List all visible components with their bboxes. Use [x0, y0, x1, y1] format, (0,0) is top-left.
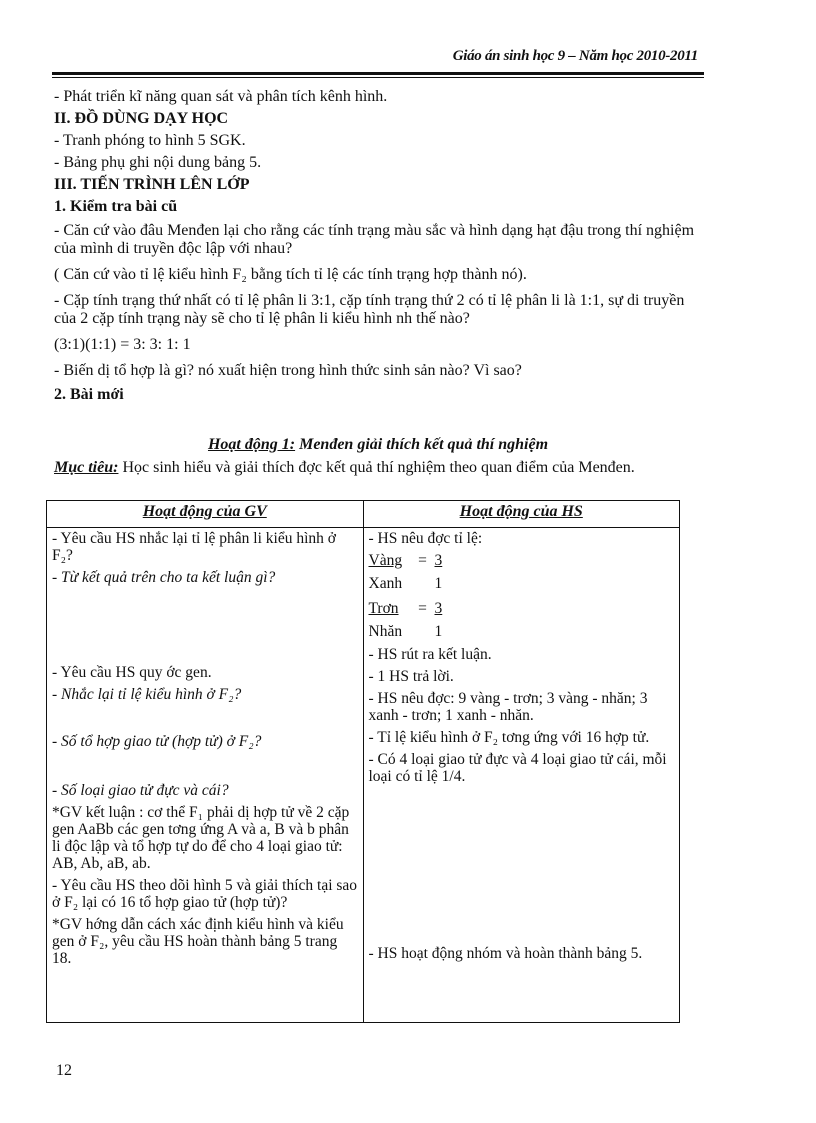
- ratio-shape-denominator: Nhăn: [368, 623, 403, 640]
- objective: [54, 460, 702, 476]
- ratio-shape-bottom: [369, 623, 675, 640]
- activity-prefix: Hoạt động 1:: [207, 436, 296, 453]
- skill-line: - Phát triển kĩ năng quan sát và phân tích kênh hình.: [54, 88, 388, 105]
- ratio-color-value-bottom: 1: [434, 575, 443, 592]
- gv-item-4: - Nhắc lại tỉ lệ kiểu hình ở F₂?: [52, 686, 242, 703]
- hs-item-1: - HS nêu đợc tỉ lệ:: [368, 530, 483, 547]
- activity-table: [46, 500, 680, 1023]
- objective-label: Mục tiêu:: [54, 459, 119, 476]
- hs-item-2: - HS rút ra kết luận.: [368, 646, 492, 663]
- activity-title-text: Menđen giải thích kết quả thí nghiệm: [295, 436, 549, 453]
- hs-item-6: - Có 4 loại giao tử đực và 4 loại giao tử cái, mỗi loại có tỉ lệ 1/4.: [368, 751, 667, 785]
- body-content: [54, 86, 702, 476]
- answer-2: (3:1)(1:1) = 3: 3: 1: 1: [54, 336, 191, 353]
- answer-1: ( Căn cứ vào tỉ lệ kiểu hình F₂ bằng tích tỉ lệ các tính trạng hợp thành nó).: [54, 266, 527, 283]
- ratio-shape-numerator: Trơn: [368, 600, 399, 617]
- gv-item-5: - Số tổ hợp giao tử (hợp tử) ở F₂?: [52, 733, 262, 750]
- gv-item-7: *GV kết luận : cơ thể F₁ phải dị hợp tử về 2 cặp gen AaBb các gen tơng ứng A và a, B và b phân li độc lập và tổ hợp tự do để cho 4 loại giao tử: AB, Ab, aB, ab.: [52, 804, 350, 872]
- header-rule-thin: [52, 77, 704, 78]
- ratio-color-value-top: 3: [434, 552, 443, 569]
- activity-title: [54, 434, 702, 456]
- ratio-shape-top: [369, 600, 675, 617]
- gv-item-6: - Số loại giao tử đực và cái?: [52, 782, 229, 799]
- objective-text: Học sinh hiểu và giải thích đợc kết quả thí nghiệm theo quan điểm của Menđen.: [118, 459, 635, 476]
- page-number: 12: [56, 1062, 72, 1079]
- section-2-heading: II. ĐỒ DÙNG DẠY HỌC: [54, 110, 229, 127]
- ratio-color-numerator: Vàng: [368, 552, 403, 569]
- header-hs: Hoạt động của HS: [363, 501, 680, 528]
- ratio-color-equals: =: [418, 552, 427, 569]
- ratio-shape-equals: =: [418, 600, 427, 617]
- ratio-shape-value-top: 3: [434, 600, 443, 617]
- hs-item-5: - Tỉ lệ kiểu hình ở F₂ tơng ứng với 16 hợp tử.: [368, 729, 650, 746]
- ratio-color-denominator: Xanh: [368, 575, 403, 592]
- gv-item-2: - Từ kết quả trên cho ta kết luận gì?: [52, 569, 276, 586]
- subsection-1-heading: 1. Kiểm tra bài cũ: [54, 198, 178, 215]
- gv-item-9: *GV hớng dẫn cách xác định kiểu hình và kiểu gen ở F₂, yêu cầu HS hoàn thành bảng 5 trang 18.: [52, 916, 344, 967]
- table-row: [47, 528, 680, 1023]
- header-gv: Hoạt động của GV: [47, 501, 364, 528]
- question-2: - Cặp tính trạng thứ nhất có tỉ lệ phân li 3:1, cặp tính trạng thứ 2 có tỉ lệ phân li là 1:1, sự di truyền của 2 cặp tính trạng này sẽ cho tỉ lệ phân li kiểu hình nh thế nào?: [54, 292, 685, 327]
- hs-column: [363, 528, 680, 1023]
- gv-column: [47, 528, 364, 1023]
- header-rule-thick: [52, 72, 704, 75]
- subsection-2-heading: 2. Bài mới: [54, 386, 124, 403]
- gv-item-8: - Yêu cầu HS theo dõi hình 5 và giải thích tại sao ở F₂ lại có 16 tổ hợp giao tử (hợp tử)?: [52, 877, 358, 911]
- hs-item-3: - 1 HS trả lời.: [368, 668, 454, 685]
- section-3-heading: III. TIẾN TRÌNH LÊN LỚP: [54, 176, 250, 193]
- hs-item-4: - HS nêu đợc: 9 vàng - trơn; 3 vàng - nhăn; 3 xanh - trơn; 1 xanh - nhăn.: [368, 690, 648, 724]
- question-1: - Căn cứ vào đâu Menđen lại cho rằng các tính trạng màu sắc và hình dạng hạt đậu trong thí nghiệm của mình di truyền độc lập với nhau?: [54, 222, 695, 257]
- gv-item-1: - Yêu cầu HS nhắc lại tỉ lệ phân li kiểu hình ở F₂?: [52, 530, 336, 564]
- question-3: - Biến dị tổ hợp là gì? nó xuất hiện trong hình thức sinh sản nào? Vì sao?: [54, 362, 522, 379]
- table-header-row: [47, 501, 680, 528]
- hs-item-7: - HS hoạt động nhóm và hoàn thành bảng 5.: [368, 945, 643, 962]
- materials-item-2: - Bảng phụ ghi nội dung bảng 5.: [54, 154, 262, 171]
- ratio-shape-value-bottom: 1: [434, 623, 443, 640]
- ratio-color-top: [369, 552, 675, 569]
- materials-item-1: - Tranh phóng to hình 5 SGK.: [54, 132, 246, 149]
- ratio-color-bottom: [369, 575, 675, 592]
- gv-item-3: - Yêu cầu HS quy ớc gen.: [52, 664, 212, 681]
- header-title: Giáo án sinh học 9 – Năm học 2010-2011: [452, 48, 698, 64]
